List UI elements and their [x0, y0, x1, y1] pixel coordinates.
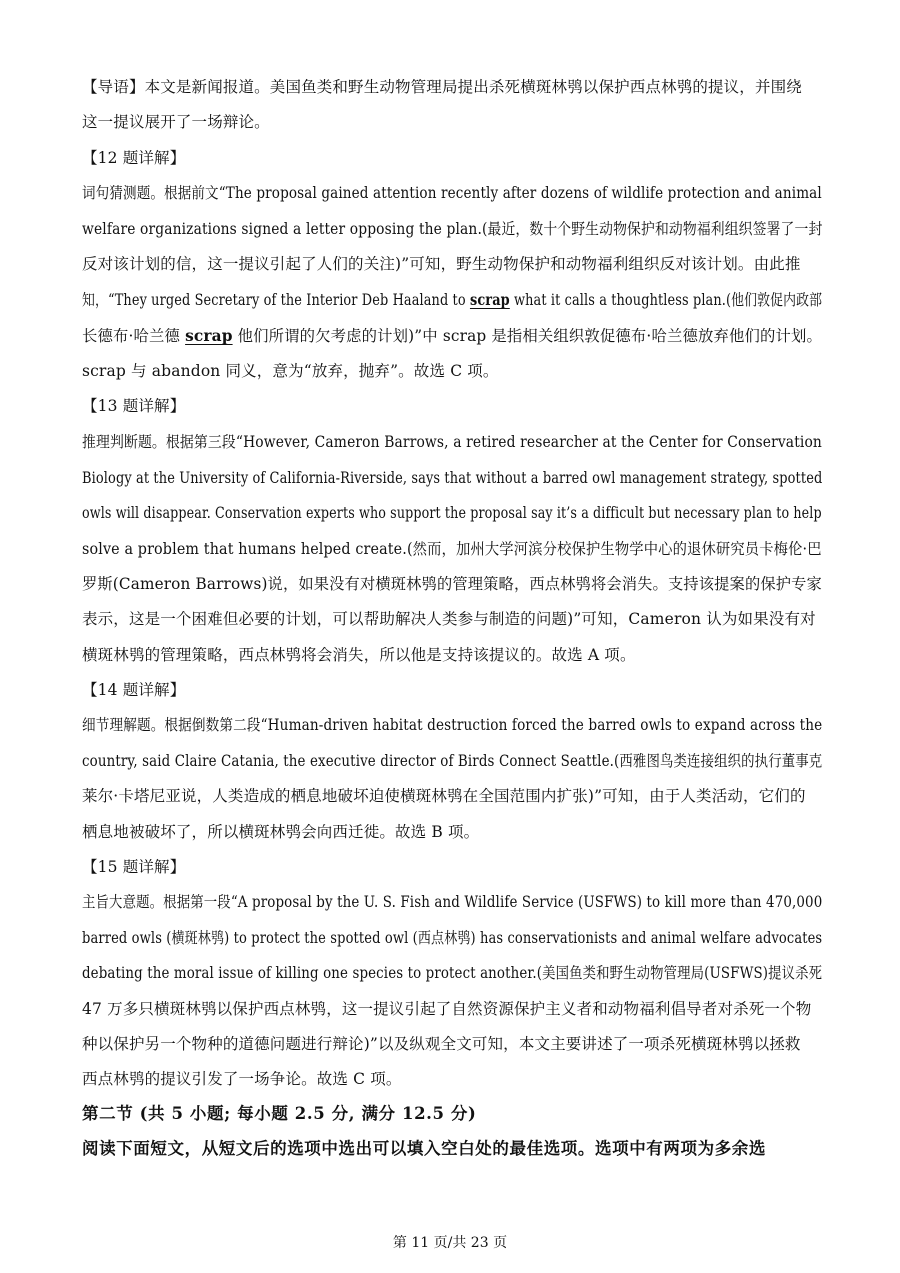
q15-line: 种以保护另一个物种的道德问题进行辩论)”以及纵观全文可知，本文主要讲述了一项杀死横斑林鸮以拯救: [82, 1035, 801, 1053]
q14-heading: 【14 题详解】: [82, 681, 186, 699]
q13-line: 推理判断题。根据第三段“However, Cameron Barrows, a retired researcher at the Center for Conservation: [82, 433, 822, 451]
q14-line: 细节理解题。根据倒数第二段“Human-driven habitat destruction forced the barred owls to expand across the: [82, 716, 823, 734]
q13-line: 横斑林鸮的管理策略，西点林鸮将会消失，所以他是支持该提议的。故选 A 项。: [82, 646, 636, 664]
q15-line: 西点林鸮的提议引发了一场争论。故选 C 项。: [82, 1070, 402, 1088]
q12-line-text: 长德布·哈兰德: [82, 327, 186, 345]
q12-line: 词句猜测题。根据前文“The proposal gained attention recently after dozens of wildlife protection and animal: [82, 184, 822, 202]
q12-line-text: what it calls a thoughtless plan.(他们敦促内政部: [509, 291, 823, 309]
q13-line: 表示，这是一个困难但必要的计划，可以帮助解决人类参与制造的问题)”可知，Cameron 认为如果没有对: [82, 610, 816, 628]
q15-line: 47 万多只横斑林鸮以保护西点林鸮，这一提议引起了自然资源保护主义者和动物福利倡导者对杀死一个物: [82, 1000, 812, 1018]
q12-line: [82, 324, 822, 348]
q13-line: Biology at the University of California-Riverside, says that without a barred owl management strategy, spotted: [82, 469, 823, 487]
q15-line: debating the moral issue of killing one species to protect another.(美国鱼类和野生动物管理局(USFWS)提议杀死: [82, 964, 823, 982]
intro-line: 【导语】本文是新闻报道。美国鱼类和野生动物管理局提出杀死横斑林鸮以保护西点林鸮的提议，并围绕: [82, 78, 802, 96]
q14-line: country, said Claire Catania, the executive director of Birds Connect Seattle.(西雅图鸟类连接组织的执行董事克: [82, 752, 823, 770]
q12-line: welfare organizations signed a letter opposing the plan.(最近，数十个野生动物保护和动物福利组织签署了一封: [82, 220, 823, 238]
section-title: 第二节 (共 5 小题; 每小题 2.5 分, 满分 12.5 分): [82, 1104, 477, 1123]
q14-line: 莱尔·卡塔尼亚说，人类造成的栖息地破坏迫使横斑林鸮在全国范围内扩张)”可知，由于人类活动，它们的: [82, 787, 806, 805]
q13-line: owls will disappear. Conservation experts who support the proposal say it’s a difficult but necessary plan to help: [82, 504, 822, 522]
q12-line: [82, 288, 822, 312]
q15-heading: 【15 题详解】: [82, 858, 186, 876]
section-instructions: 阅读下面短文，从短文后的选项中选出可以填入空白处的最佳选项。选项中有两项为多余选: [82, 1139, 766, 1158]
q13-line: solve a problem that humans helped create.(然而，加州大学河滨分校保护生物学中心的退休研究员卡梅伦·巴: [82, 540, 822, 558]
q12-line: scrap 与 abandon 同义，意为“放弃，抛弃”。故选 C 项。: [82, 362, 499, 380]
q12-line: 反对该计划的信，这一提议引起了人们的关注)”可知，野生动物保护和动物福利组织反对该计划。由此推: [82, 255, 801, 273]
q13-line: 罗斯(Cameron Barrows)说，如果没有对横斑林鸮的管理策略，西点林鸮将会消失。支持该提案的保护专家: [82, 575, 822, 593]
q15-line: 主旨大意题。根据第一段“A proposal by the U. S. Fish and Wildlife Service (USFWS) to kill more than 470,000: [82, 893, 823, 911]
q12-line-text: 知，“They urged Secretary of the Interior Deb Haaland to: [82, 291, 470, 309]
highlighted-word: scrap: [469, 290, 510, 309]
q13-heading: 【13 题详解】: [82, 397, 186, 415]
q14-line: 栖息地被破坏了，所以横斑林鸮会向西迁徙。故选 B 项。: [82, 823, 480, 841]
highlighted-word: scrap: [185, 326, 233, 345]
q15-line: barred owls (横斑林鸮) to protect the spotted owl (西点林鸮) has conservationists and animal welfare advocates: [82, 929, 823, 947]
page-number-footer: 第 11 页/共 23 页: [392, 1235, 508, 1251]
intro-line: 这一提议展开了一场辩论。: [82, 113, 270, 131]
q12-line-text: 他们所谓的欠考虑的计划)”中 scrap 是指相关组织敦促德布·哈兰德放弃他们的计划。: [232, 327, 823, 345]
q12-heading: 【12 题详解】: [82, 149, 186, 167]
